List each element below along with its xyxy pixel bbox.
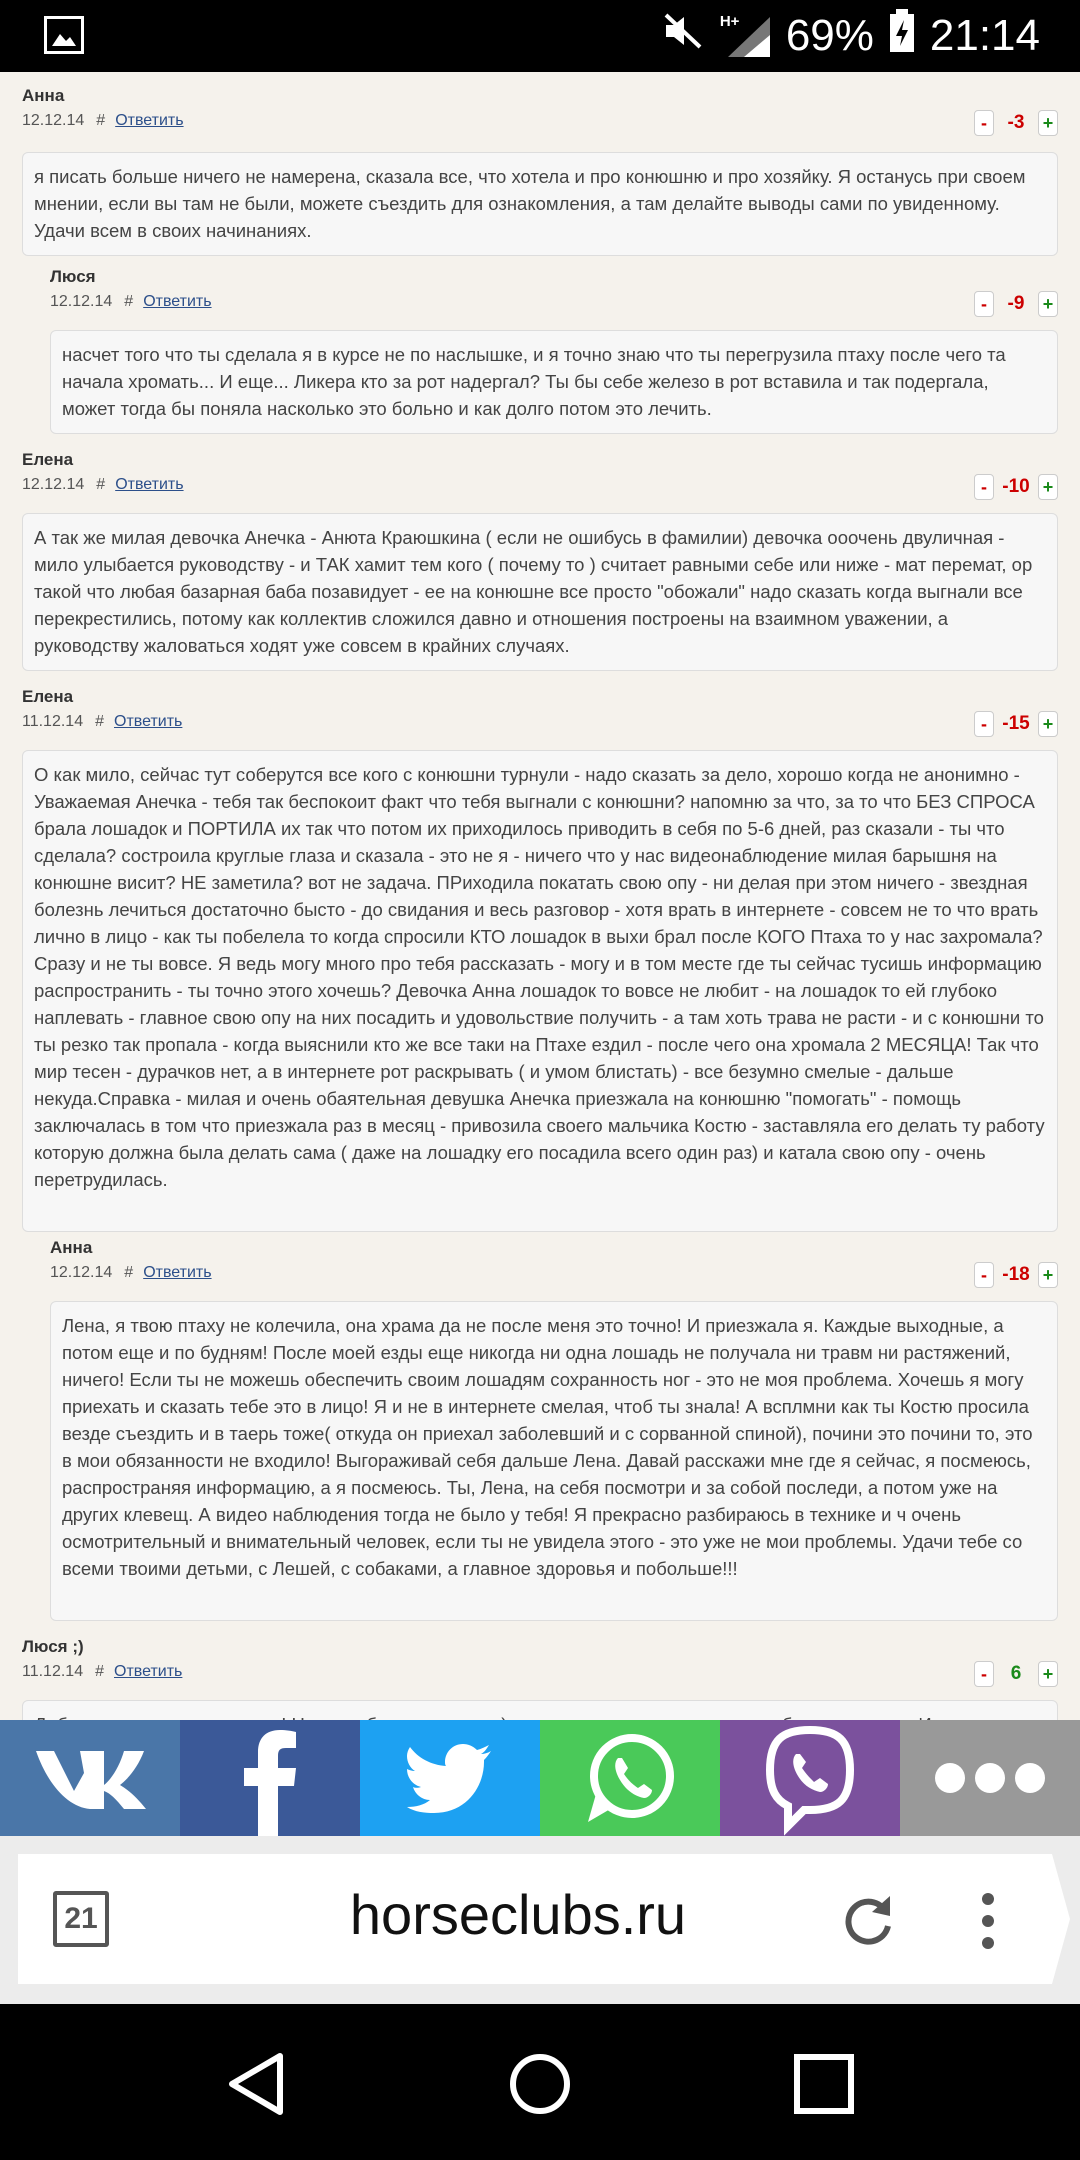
- comment-author: Анна: [50, 1238, 93, 1257]
- vote-down-button[interactable]: -: [974, 711, 994, 737]
- comment-meta: [50, 293, 1058, 311]
- vote-up-button[interactable]: +: [1038, 291, 1058, 317]
- browser-toolbar: [0, 1836, 1080, 2004]
- vote-score: -18: [1002, 1264, 1030, 1285]
- comment: [22, 687, 1058, 1247]
- vote-control: [974, 474, 1058, 500]
- comment-meta: [22, 112, 1058, 130]
- vote-up-button[interactable]: +: [1038, 711, 1058, 737]
- recents-icon[interactable]: [792, 2052, 856, 2116]
- comment-author: Елена: [22, 450, 74, 469]
- vote-down-button[interactable]: -: [974, 474, 994, 500]
- vote-control: [974, 110, 1058, 136]
- comment-permalink[interactable]: #: [96, 112, 106, 129]
- comment-text: я писать больше ничего не намерена, сказала все, что хотела и про конюшню и про хозяйку. Я останусь при своем мнении, если вы там не были, можете съездить для ознакомления, а там делайте выводы сами по увиденному. Удачи всем в своих начинаниях.: [22, 152, 1058, 256]
- facebook-icon: [240, 1720, 300, 1836]
- battery-charging-icon: [888, 8, 916, 65]
- reply-link[interactable]: Ответить: [115, 476, 184, 493]
- comments-list: [0, 72, 1080, 1720]
- viber-icon: [762, 1726, 858, 1830]
- comment-author: Люся: [50, 267, 96, 286]
- reply-link[interactable]: Ответить: [143, 1264, 212, 1281]
- comment-text: Лена, я твою птаху не колечила, она храма да не после меня это точно! И приезжала я. Каждые выходные, а потом еще и по будням! После моей езды еще никогда ни одна лошадь не получала ни травм ни растяжений, ничего! Если ты не можешь обеспечить своим лошадям сохранность ног - это не моя проблема. Хочешь я могу приехать и сказать тебе это в лицо! Я и не в интернете смелая, чтоб ты знала! А всплмни как ты Костю просила везде съездить и в таерь тоже( откуда он приехал заболевший и с сорванной спиной), почини это почини то, это в мои обязанности не входило! Выгораживай себя дальше Лена. Давай расскажи мне где я сейчас, я посмеюсь, распространяя информацию, а я посмеюсь. Ты, Лена, на себя посмотри и за собой последи, а потом уже на других клевещ. А видео наблюдения тогда не было у тебя! Я прекрасно разбираюсь в технике и ч очень осмотрительный и внимательный человек, если ты не увидела этого - это уже не мои проблемы. Удачи тебе со всеми твоими детьми, с Лешей, с собаками, а главное здоровья и побольше!!!: [50, 1301, 1058, 1621]
- share-bar: [0, 1720, 1080, 1836]
- more-dots-icon: [934, 1762, 1046, 1794]
- comment-date: 12.12.14: [22, 112, 85, 129]
- comment-meta: [50, 1264, 1058, 1282]
- url-text[interactable]: horseclubs.ru: [349, 1883, 687, 1946]
- reload-icon[interactable]: [840, 1892, 896, 1948]
- url-bar[interactable]: [18, 1854, 1052, 1984]
- overflow-menu-icon[interactable]: [980, 1892, 996, 1950]
- comment-text: насчет того что ты сделала я в курсе не по наслышке, и я точно знаю что ты перегрузила птаху после чего та начала хромать... И еще... Ликера кто за рот надергал? Ты бы себе железо в рот вставила и так подергала, может тогда бы поняла насколько это больно и как долго потом это лечить.: [50, 330, 1058, 434]
- comment-author: Елена: [22, 687, 74, 706]
- back-icon[interactable]: [226, 2052, 286, 2116]
- vote-score: -3: [1007, 112, 1025, 133]
- vote-up-button[interactable]: +: [1038, 1262, 1058, 1288]
- whatsapp-share-button[interactable]: [540, 1720, 720, 1836]
- comment: [22, 450, 1058, 710]
- vote-down-button[interactable]: -: [974, 110, 994, 136]
- comment-author: Люся ;): [22, 1637, 84, 1656]
- comment-date: 12.12.14: [50, 293, 113, 310]
- vote-control: [974, 1661, 1058, 1687]
- tab-switcher-button[interactable]: 21: [53, 1891, 109, 1947]
- network-type: H+: [719, 13, 740, 30]
- battery-percent: 69%: [785, 11, 874, 60]
- vote-up-button[interactable]: +: [1038, 1661, 1058, 1687]
- comment-meta: [22, 1663, 1058, 1681]
- vk-icon: [32, 1745, 148, 1811]
- clock: 21:14: [929, 11, 1040, 60]
- comment: [50, 1238, 1058, 1638]
- signal-icon: [720, 13, 772, 59]
- vote-control: [974, 291, 1058, 317]
- vk-share-button[interactable]: [0, 1720, 180, 1836]
- reply-link[interactable]: Ответить: [114, 1663, 183, 1680]
- comment-author: Анна: [22, 86, 65, 105]
- status-bar: [0, 0, 1080, 72]
- vote-score: 6: [1010, 1663, 1022, 1684]
- navigation-bar: [0, 2004, 1080, 2160]
- comment-permalink[interactable]: #: [124, 1264, 134, 1281]
- whatsapp-icon: [582, 1730, 678, 1826]
- twitter-icon: [407, 1743, 493, 1813]
- comment-permalink[interactable]: #: [95, 1663, 104, 1680]
- vote-up-button[interactable]: +: [1038, 110, 1058, 136]
- reply-link[interactable]: Ответить: [143, 293, 212, 310]
- vote-up-button[interactable]: +: [1038, 474, 1058, 500]
- vote-down-button[interactable]: -: [974, 1262, 994, 1288]
- comment-date: 12.12.14: [22, 476, 85, 493]
- comment-text: А так же милая девочка Анечка - Анюта Краюшкина ( если не ошибусь в фамилии) девочка ооочень двуличная - мило улыбается руководству - и ТАК хамит тем кого ( почему то ) считает равными себе или ниже - мат перемат, ор такой что любая базарная баба позавидует - ее на конюшне все просто "обожали" надо сказать когда выгнали все перекрестились, потому как коллектив сложился давно и отношения построены на взаимном уважении, а руководству жаловаться ходят уже совсем в крайних случаях.: [22, 513, 1058, 671]
- reply-link[interactable]: Ответить: [114, 713, 183, 730]
- vote-score: -9: [1007, 293, 1025, 314]
- comment-permalink[interactable]: #: [96, 476, 106, 493]
- comment-date: 11.12.14: [22, 713, 84, 730]
- comment-text: О как мило, сейчас тут соберутся все кого с конюшни турнули - надо сказать за дело, хорошо когда не анонимно - Уважаемая Анечка - тебя так беспокоит факт что тебя выгнали с конюшни? напомню за что, за то что БЕЗ СПРОСА брала лошадок и ПОРТИЛА их так что потом их приходилось приводить в себя по 5-6 дней, раз сказали - ты что сделала? состроила круглые глаза и сказала - это не я - ничего что у нас видеонаблюдение милая барышня на конюшне висит? НЕ заметила? вот не задача. ПРиходила покатать свою опу - ни делая при этом ничего - звездная болезнь лечиться достаточно бысто - до свидания и весь разговор - хотя врать в интернете - совсем не то что врать лично в лицо - как ты побелела то когда спросили КТО лошадок в выхи брал после КОГО Птаха то у нас захромала? Сразу и не ты вовсе. Я ведь могу много про тебя рассказать - могу и в том месте где ты сейчас тусишь информацию распространить - ты точно этого хочешь? Девочка Анна лошадок то вовсе не любит - на лошадок то ей глубоко наплевать - главное свою опу на них посадить и удовольствие получить - а там хоть трава не расти - и с конюшни то ты резко так пропала - когда выяснили кто же все таки на Птахе ездил - после чего она хромала 2 МЕСЯЦА! Так что мир тесен - дурачков нет, а в интернете рот раскрывать ( и умом блистать) - все безумно смелые - дальше некуда.Справка - милая и очень обаятельная девушка Анечка приезжала на конюшню "помогать" - помощь заключалась в том что приезжала раз в месяц - привозила своего мальчика Костю - заставляла его делать ту работу которую должна была делать сама ( даже на лошадку его посадила всего один раз) и катала свою опу - очень перетрудилась.: [22, 750, 1058, 1232]
- comment-meta: [22, 476, 1058, 494]
- vote-control: [974, 1262, 1058, 1288]
- vote-down-button[interactable]: -: [974, 1661, 994, 1687]
- gallery-icon: [44, 16, 84, 54]
- home-icon[interactable]: [508, 2052, 572, 2116]
- vote-score: -10: [1002, 476, 1030, 497]
- facebook-share-button[interactable]: [180, 1720, 360, 1836]
- comment-date: 12.12.14: [50, 1264, 113, 1281]
- comment-date: 11.12.14: [22, 1663, 84, 1680]
- vote-control: [974, 711, 1058, 737]
- comment-permalink[interactable]: #: [95, 713, 104, 730]
- comment-meta: [22, 713, 1058, 731]
- twitter-share-button[interactable]: [360, 1720, 540, 1836]
- viber-share-button[interactable]: [720, 1720, 900, 1836]
- vote-down-button[interactable]: -: [974, 291, 994, 317]
- comment-permalink[interactable]: #: [124, 293, 134, 310]
- vote-score: -15: [1002, 713, 1030, 734]
- reply-link[interactable]: Ответить: [115, 112, 184, 129]
- more-share-button[interactable]: [900, 1720, 1080, 1836]
- mute-icon: [662, 11, 706, 62]
